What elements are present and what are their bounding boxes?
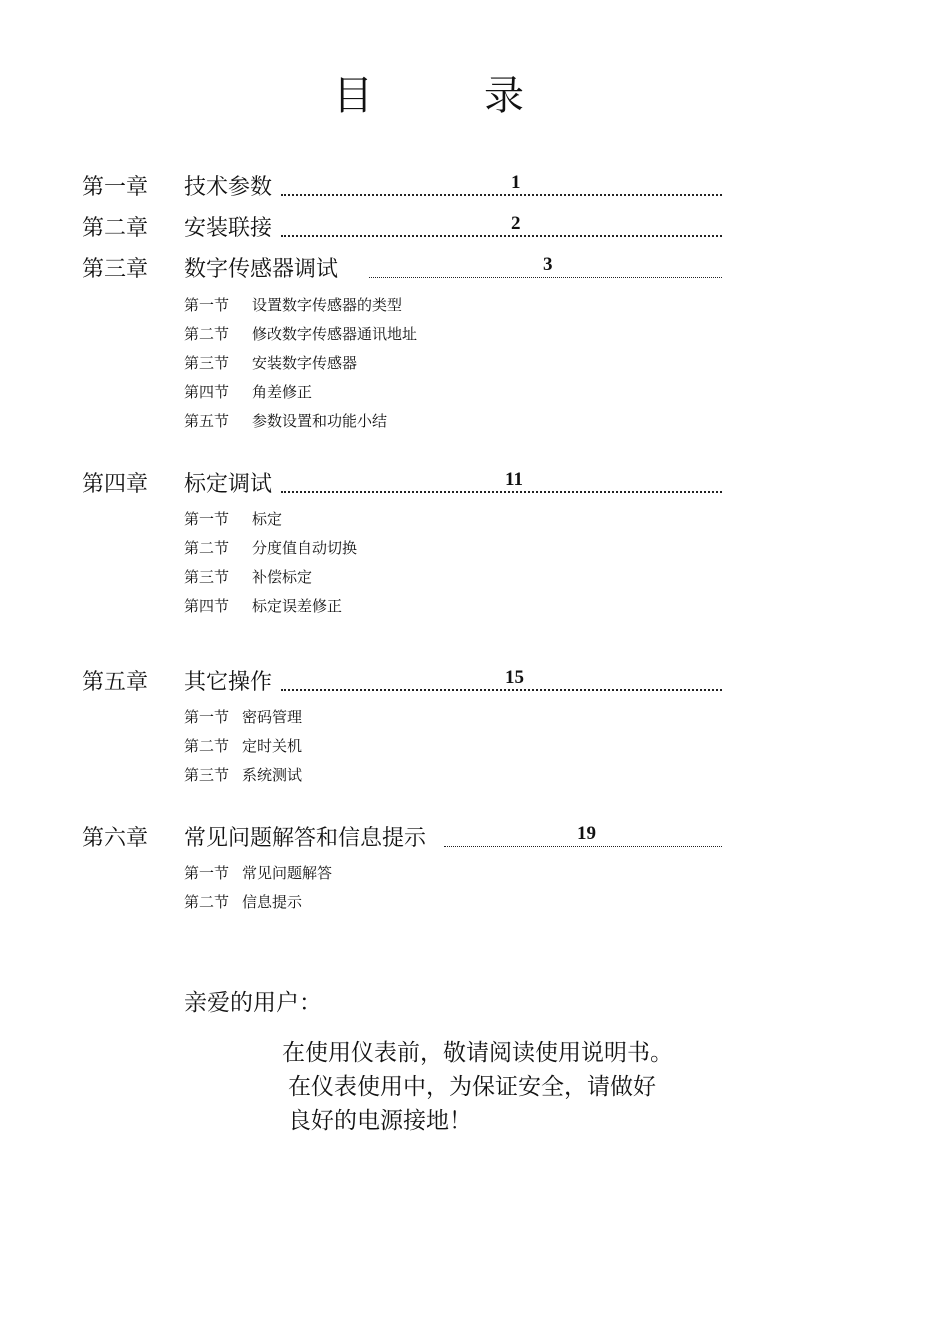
- toc-section[interactable]: [184, 294, 402, 315]
- chapter-number: 第五章: [82, 670, 149, 695]
- title-char-2: 录: [484, 73, 524, 119]
- section-number: 第五节: [184, 412, 230, 430]
- page-number: 19: [577, 823, 596, 844]
- section-title: 标定: [252, 510, 283, 528]
- section-number: 第四节: [184, 597, 230, 615]
- notice-line-1: 在使用仪表前，敬请阅读使用说明书。: [282, 1040, 673, 1066]
- toc-chapter-2[interactable]: [82, 211, 742, 245]
- chapter-number: 第一章: [82, 175, 149, 200]
- section-title: 定时关机: [242, 737, 303, 755]
- section-number: 第四节: [184, 383, 230, 401]
- chapter-number: 第三章: [82, 257, 149, 282]
- chapter-number: 第四章: [82, 472, 149, 497]
- toc-chapter-6[interactable]: [82, 821, 742, 855]
- section-number: 第二节: [184, 737, 230, 755]
- page-number: 1: [511, 172, 521, 193]
- section-title: 安装数字传感器: [252, 354, 358, 372]
- section-number: 第三节: [184, 354, 230, 372]
- toc-section[interactable]: [184, 410, 387, 431]
- chapter-number: 第六章: [82, 826, 149, 851]
- toc-section[interactable]: [184, 323, 417, 344]
- section-title: 角差修正: [252, 383, 313, 401]
- toc-section[interactable]: [184, 891, 302, 912]
- toc-chapter-1[interactable]: [82, 170, 742, 204]
- section-title: 标定误差修正: [252, 597, 343, 615]
- page-number: 2: [511, 213, 521, 234]
- section-number: 第二节: [184, 539, 230, 557]
- dot-leader: [281, 491, 722, 493]
- chapter-title: 数字传感器调试: [184, 257, 339, 282]
- chapter-title: 安装联接: [184, 216, 273, 241]
- toc-section[interactable]: [184, 537, 357, 558]
- section-number: 第一节: [184, 510, 230, 528]
- chapter-title: 标定调试: [184, 472, 273, 497]
- toc-section[interactable]: [184, 706, 302, 727]
- dot-leader: [281, 194, 722, 196]
- chapter-title: 其它操作: [184, 670, 273, 695]
- section-number: 第三节: [184, 766, 230, 784]
- chapter-title: 常见问题解答和信息提示: [184, 826, 427, 851]
- dot-leader: [369, 277, 722, 278]
- section-number: 第二节: [184, 893, 230, 911]
- section-title: 修改数字传感器通讯地址: [252, 325, 418, 343]
- toc-section[interactable]: [184, 862, 332, 883]
- page-number: 11: [505, 469, 523, 490]
- section-title: 参数设置和功能小结: [252, 412, 388, 430]
- toc-section[interactable]: [184, 735, 302, 756]
- toc-section[interactable]: [184, 508, 282, 529]
- toc-chapter-5[interactable]: [82, 665, 742, 699]
- toc-section[interactable]: [184, 764, 302, 785]
- section-title: 常见问题解答: [242, 864, 333, 882]
- notice-line-3: 良好的电源接地！: [288, 1108, 472, 1134]
- toc-chapter-4[interactable]: [82, 467, 742, 501]
- toc-chapter-3[interactable]: [82, 252, 742, 286]
- toc-section[interactable]: [184, 566, 312, 587]
- section-title: 设置数字传感器的类型: [252, 296, 403, 314]
- title-char-1: 目: [333, 73, 373, 119]
- section-number: 第一节: [184, 708, 230, 726]
- notice-line-2: 在仪表使用中，为保证安全，请做好: [288, 1074, 656, 1100]
- section-number: 第二节: [184, 325, 230, 343]
- section-number: 第一节: [184, 864, 230, 882]
- section-title: 密码管理: [242, 708, 303, 726]
- chapter-number: 第二章: [82, 216, 149, 241]
- dot-leader: [444, 846, 722, 847]
- dot-leader: [281, 235, 722, 237]
- toc-section[interactable]: [184, 381, 312, 402]
- chapter-title: 技术参数: [184, 175, 273, 200]
- page-number: 3: [543, 254, 553, 275]
- section-title: 系统测试: [242, 766, 303, 784]
- section-number: 第三节: [184, 568, 230, 586]
- dot-leader: [281, 689, 722, 691]
- section-number: 第一节: [184, 296, 230, 314]
- toc-section[interactable]: [184, 352, 357, 373]
- section-title: 信息提示: [242, 893, 303, 911]
- page-number: 15: [505, 667, 524, 688]
- toc-section[interactable]: [184, 595, 342, 616]
- section-title: 补偿标定: [252, 568, 313, 586]
- section-title: 分度值自动切换: [252, 539, 358, 557]
- notice-greeting: 亲爱的用户：: [184, 990, 322, 1016]
